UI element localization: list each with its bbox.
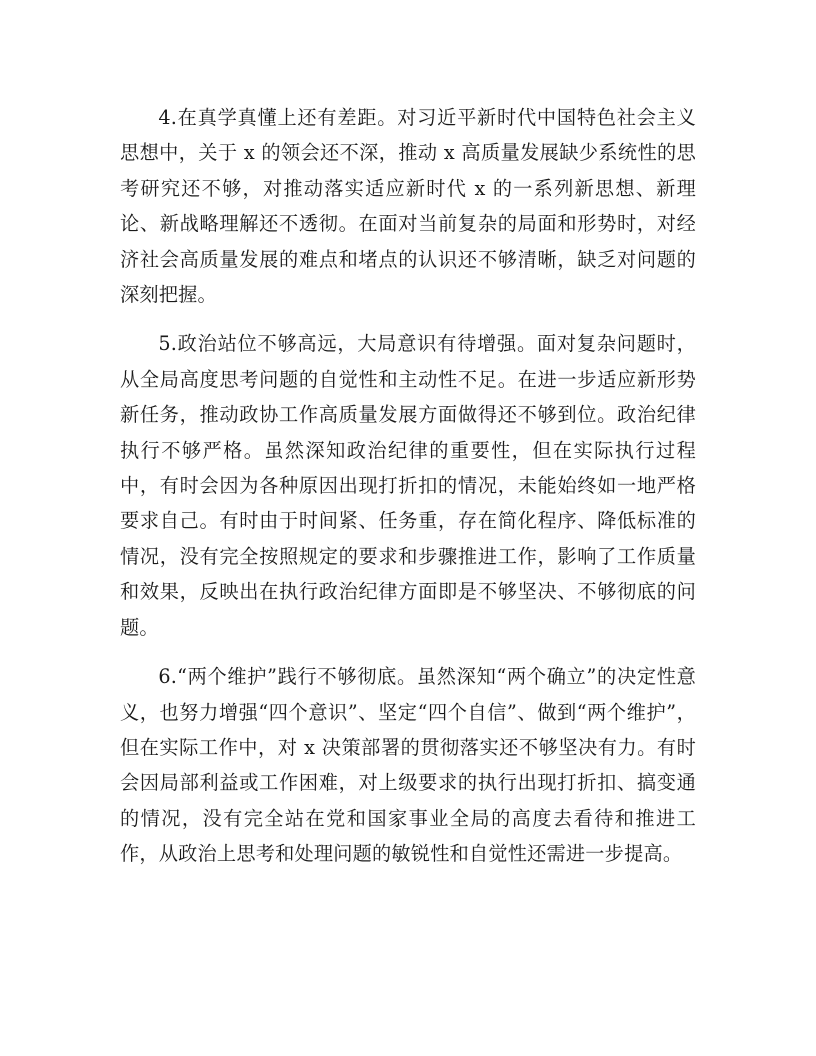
document-body xyxy=(120,100,696,886)
paragraph-item-4: 4.在真学真懂上还有差距。对习近平新时代中国特色社会主义思想中，关于 x 的领会还不深，推动 x 高质量发展缺少系统性的思考研究还不够，对推动落实适应新时代 x 的一系列新思想、新理论、新战略理解还不透彻。在面对当前复杂的局面和形势时，对经济社会高质量发展的难点和堵点的认识还不够清晰，缺乏对问题的深刻把握。 xyxy=(120,106,696,307)
paragraph-item-6: 6.“两个维护”践行不够彻底。虽然深知“两个确立”的决定性意义，也努力增强“四个意识”、坚定“四个自信”、做到“两个维护”，但在实际工作中，对 x 决策部署的贯彻落实还不够坚决有力。有时会因局部利益或工作困难，对上级要求的执行出现打折扣、搞变通的情况，没有完全站在党和国家事业全局的高度去看待和推进工作，从政治上思考和处理问题的敏锐性和自觉性还需进一步提高。 xyxy=(120,665,696,866)
paragraph-item-5: 5.政治站位不够高远，大局意识有待增强。面对复杂问题时，从全局高度思考问题的自觉性和主动性不足。在进一步适应新形势新任务，推动政协工作高质量发展方面做得还不够到位。政治纪律执行不够严格。虽然深知政治纪律的重要性，但在实际执行过程中，有时会因为各种原因出现打折扣的情况，未能始终如一地严格要求自己。有时由于时间紧、任务重，存在简化程序、降低标准的情况，没有完全按照规定的要求和步骤推进工作，影响了工作质量和效果，反映出在执行政治纪律方面即是不够坚决、不够彻底的问题。 xyxy=(120,332,696,639)
